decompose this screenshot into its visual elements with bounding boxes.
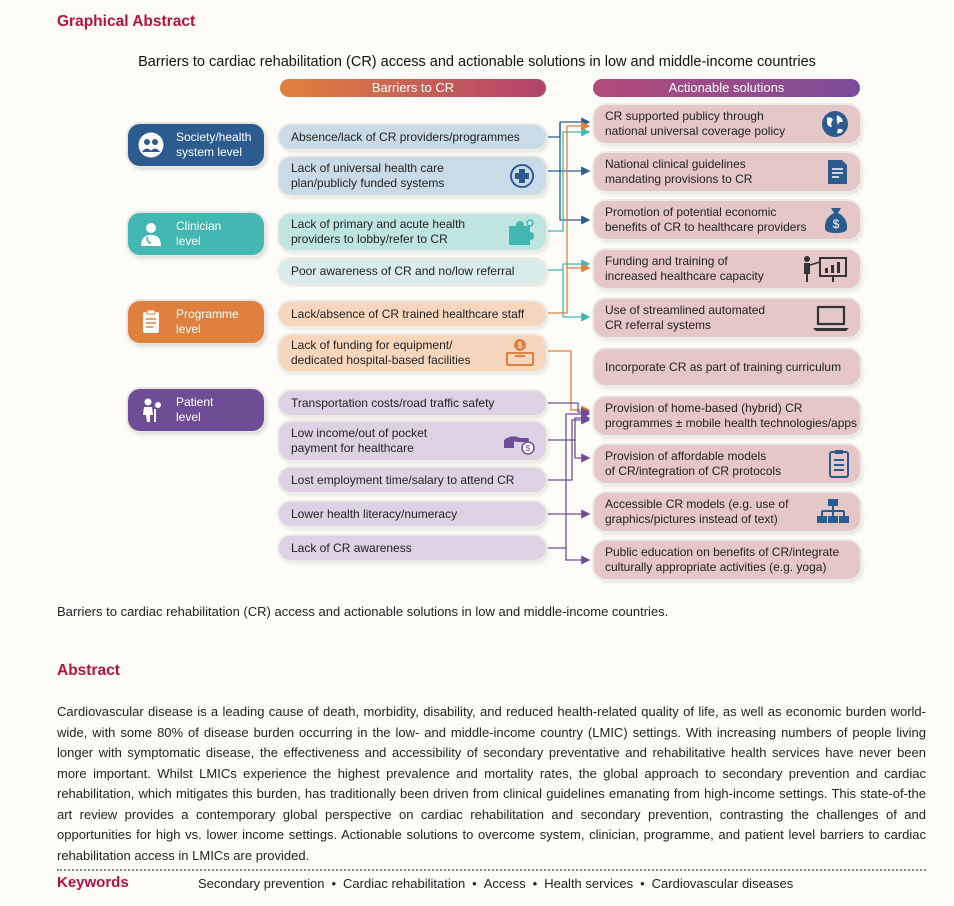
- solution-text-line: CR referral systems: [605, 318, 712, 332]
- svg-text:$: $: [832, 217, 840, 231]
- solutions-header: Actionable solutions: [593, 79, 860, 97]
- barrier-text-line: Lower health literacy/numeracy: [291, 506, 458, 521]
- level-label-line: level: [176, 410, 201, 424]
- barrier-box: [279, 468, 546, 492]
- barrier-box: [279, 422, 546, 460]
- keywords-label: Keywords: [57, 874, 129, 891]
- keyword-separator: •: [532, 876, 538, 891]
- solution-box: [594, 201, 860, 239]
- barrier-text-line: Poor awareness of CR and no/low referral: [291, 263, 515, 278]
- abstract-heading: Abstract: [57, 662, 120, 679]
- solution-box: [594, 445, 860, 483]
- level-clinician: [128, 213, 264, 255]
- solution-text-line: increased healthcare capacity: [605, 269, 764, 283]
- barriers-header: Barriers to CR: [280, 79, 546, 97]
- medical-cross-icon: [508, 162, 536, 190]
- figure-caption: Barriers to cardiac rehabilitation (CR) access and actionable solutions in low and middle-income countries.: [57, 604, 669, 619]
- solution-text-line: Public education on benefits of CR/integrate: [605, 545, 840, 559]
- barrier-box: [279, 391, 546, 415]
- solution-box: [594, 493, 860, 531]
- money-bag-icon: [822, 205, 850, 235]
- level-patient: [128, 389, 264, 431]
- keyword-separator: •: [331, 876, 337, 891]
- level-society: [128, 124, 264, 166]
- figure-title: Barriers to cardiac rehabilitation (CR) access and actionable solutions in low and middle-income countries: [138, 54, 816, 70]
- solution-text-line: Use of streamlined automated: [605, 303, 766, 317]
- barrier-box: [279, 259, 546, 283]
- solution-text-line: national universal coverage policy: [605, 124, 786, 138]
- keyword-separator: •: [640, 876, 645, 891]
- solution-text-line: programmes ± mobile health technologies/apps: [605, 416, 858, 430]
- keyword: Cardiovascular diseases: [651, 876, 794, 891]
- level-label-line: level: [176, 322, 201, 336]
- clipboard-icon: [138, 309, 164, 335]
- globe-icon: [820, 109, 850, 139]
- solution-text-line: National clinical guidelines: [605, 157, 746, 171]
- barrier-text-line: Lack of primary and acute health: [291, 217, 466, 231]
- solution-text-line: Funding and training of: [605, 254, 728, 268]
- keyword: Access: [483, 876, 526, 891]
- doctor-icon: [138, 221, 164, 247]
- level-programme: [128, 301, 264, 343]
- hand-coin-icon: [502, 426, 536, 456]
- barrier-box: [279, 502, 546, 526]
- abstract-body: Cardiovascular disease is a leading cause of death, morbidity, disability, and reduced health-related quality of life, as well as economic burden world-wide, with some 80% of disease burden occurring in the low- and middle-income country (LMIC) settings. With increasing numbers of people living longer with symptomatic disease, the effectiveness and accessibility of secondary preventative and rehabilitative health services have never been more important. Whilst LMICs experience the highest prevalence and mortality rates, the global approach to secondary prevention and cardiac rehabilitation, which mitigates this burden, has traditionally been driven from clinical guidelines emanating from high-income settings. This state-of-the art review provides a contemporary global perspective on cardiac rehabilitation and secondary prevention, contrasting the challenges of and opportunities for high vs. lower income settings. Actionable solutions to overcome system, clinician, programme, and patient level barriers to cardiac rehabilitation access in LMICs are provided.: [57, 704, 926, 863]
- people-network-icon: [138, 132, 164, 158]
- solution-box: [594, 105, 860, 143]
- keywords-row: [57, 874, 927, 894]
- solution-text-line: Provision of home-based (hybrid) CR: [605, 401, 803, 415]
- barrier-box: [279, 335, 546, 371]
- solution-box: [594, 541, 860, 579]
- laptop-icon: [812, 304, 850, 332]
- solution-box: [594, 299, 860, 337]
- solution-text-line: mandating provisions to CR: [605, 172, 753, 186]
- barrier-text-line: Lack of universal health care: [291, 161, 444, 175]
- barrier-text-line: Low income/out of pocket: [291, 426, 428, 440]
- keyword: Cardiac rehabilitation: [343, 876, 466, 891]
- solution-text-line: Promotion of potential economic: [605, 205, 777, 219]
- solution-text-line: Accessible CR models (e.g. use of: [605, 497, 789, 511]
- level-label-line: Society/health: [176, 130, 252, 144]
- barrier-box: [279, 536, 546, 560]
- document-icon: [824, 158, 850, 186]
- solution-text-line: graphics/pictures instead of text): [605, 512, 778, 526]
- keyword-list: [198, 876, 793, 891]
- solution-text-line: culturally appropriate activities (e.g. yoga): [605, 560, 827, 574]
- solution-box: [594, 250, 860, 288]
- barrier-text-line: Transportation costs/road traffic safety: [291, 395, 495, 410]
- svg-text:$: $: [517, 341, 523, 350]
- barrier-text-line: Lack of CR awareness: [291, 540, 412, 555]
- barrier-text-line: providers to lobby/refer to CR: [291, 232, 448, 246]
- barrier-text-line: payment for healthcare: [291, 441, 414, 455]
- svg-text:$: $: [525, 444, 531, 453]
- solution-text-line: Incorporate CR as part of training curriculum: [605, 359, 842, 374]
- keyword: Health services: [544, 876, 634, 891]
- solution-text-line: benefits of CR to healthcare providers: [605, 220, 807, 234]
- solution-text-line: CR supported publicy through: [605, 109, 764, 123]
- barrier-box: [279, 157, 546, 195]
- barrier-box: [279, 214, 546, 250]
- barrier-text-line: dedicated hospital-based facilities: [291, 353, 471, 367]
- barrier-text-line: Lack of funding for equipment/: [291, 338, 453, 352]
- barrier-box: [279, 125, 546, 149]
- solution-text-line: of CR/integration of CR protocols: [605, 464, 782, 478]
- keyword-separator: •: [472, 876, 477, 891]
- barrier-text-line: Absence/lack of CR providers/programmes: [291, 129, 520, 144]
- level-label-line: level: [176, 234, 201, 248]
- keyword: Secondary prevention: [198, 876, 325, 891]
- level-label-line: Patient: [176, 395, 214, 409]
- barrier-text-line: Lack/absence of CR trained healthcare staff: [291, 306, 525, 321]
- keywords-divider: [57, 869, 926, 871]
- barrier-box: [279, 302, 546, 326]
- checklist-icon: [828, 449, 850, 479]
- hierarchy-icon: [816, 497, 850, 527]
- solution-box: [594, 397, 860, 435]
- level-label-line: system level: [176, 145, 243, 159]
- elderly-patient-icon: [138, 397, 164, 423]
- level-label-line: Programme: [176, 307, 239, 321]
- graphical-abstract-heading: Graphical Abstract: [57, 13, 196, 30]
- level-label-line: Clinician: [176, 219, 222, 233]
- money-box-icon: [504, 337, 536, 367]
- presentation-icon: [800, 254, 850, 284]
- barrier-text-line: plan/publicly funded systems: [291, 176, 445, 190]
- solution-box: [594, 349, 860, 385]
- puzzle-icon: [506, 218, 536, 246]
- barrier-text-line: Lost employment time/salary to attend CR: [291, 472, 515, 487]
- solution-box: [594, 153, 860, 191]
- solution-text-line: Provision of affordable models: [605, 449, 767, 463]
